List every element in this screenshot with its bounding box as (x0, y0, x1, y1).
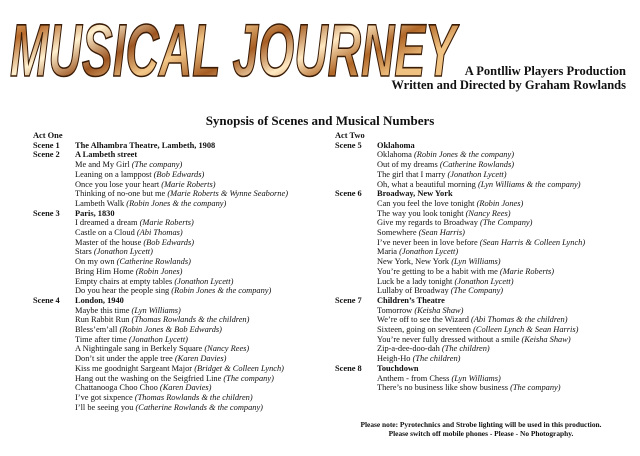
scene-number: Scene 7 (335, 295, 362, 305)
song-item (33, 325, 333, 335)
scene-title: Paris, 1830 (75, 208, 115, 218)
song-performer: (Robin Jones) (135, 266, 183, 276)
scene-number: Scene 5 (335, 140, 362, 150)
song-item (33, 364, 333, 374)
song-performer: (The company) (223, 373, 274, 383)
song-item (335, 257, 625, 267)
production-credits (391, 64, 626, 92)
act-one-column (33, 131, 333, 412)
song-performer: (Robin Jones & the company) (171, 286, 272, 296)
song-item (335, 335, 625, 345)
song-performer: (The children) (412, 354, 461, 364)
song-item (335, 267, 625, 277)
song-item (335, 209, 625, 219)
song-title: Sixteen, going on seventeen (377, 325, 471, 335)
song-item (335, 247, 625, 257)
song-performer: (Lyn Williams) (451, 257, 501, 267)
song-title: Stars (75, 247, 92, 257)
song-item (335, 383, 625, 393)
song-performer: (Keisha Shaw) (414, 305, 464, 315)
song-performer: (Robin Jones & the company) (126, 198, 227, 208)
song-performer: (The Company) (450, 286, 504, 296)
song-item (33, 238, 333, 248)
song-performer: (Marie Roberts) (499, 266, 555, 276)
song-performer: (The company) (131, 160, 183, 170)
song-item (33, 247, 333, 257)
song-performer: (Marie Roberts & Wynne Seaborne) (167, 189, 288, 199)
song-title: Bless’em’all (75, 325, 118, 335)
song-performer: (Abi Thomas) (136, 228, 183, 238)
song-item (33, 228, 333, 238)
song-title: Luck be a lady tonight (377, 276, 453, 286)
song-item (33, 335, 333, 345)
song-performer: (Lyn Williams) (131, 305, 181, 315)
song-performer: (Bob Edwards) (153, 169, 205, 179)
song-item (335, 344, 625, 354)
scene-number: Scene 8 (335, 363, 362, 373)
song-title: Thinking of no-one but me (75, 189, 166, 199)
song-item (33, 403, 333, 413)
title-text: MUSICAL JOURNEY (10, 9, 460, 88)
song-performer: (Marie Roberts) (161, 179, 216, 189)
song-performer: (Catherine Rowlands) (116, 257, 191, 267)
song-performer: (Lyn Williams) (451, 373, 501, 383)
song-performer: (Robin Jones) (476, 198, 524, 208)
song-title: New York, New York (377, 257, 450, 267)
scene-heading (335, 189, 625, 199)
song-performer: (Robin Jones & Bob Edwards) (119, 325, 222, 335)
scene-heading (33, 209, 333, 219)
audience-note (335, 420, 627, 439)
song-item (33, 189, 333, 199)
song-item (33, 383, 333, 393)
song-title: Out of my dreams (377, 160, 438, 170)
song-item (335, 218, 625, 228)
song-performer: (The company) (510, 383, 561, 393)
song-title: Time after time (75, 334, 127, 344)
song-title: Don’t sit under the apple tree (75, 354, 173, 364)
song-item (33, 199, 333, 209)
scene-heading (33, 141, 333, 151)
song-title: You’re never fully dressed without a smile (377, 334, 520, 344)
song-item (335, 160, 625, 170)
song-item (33, 315, 333, 325)
song-title: Anthem - from Chess (377, 373, 450, 383)
song-performer: (Jonathon Lycett) (399, 247, 459, 257)
act-label: Act One (33, 131, 63, 140)
song-item (33, 267, 333, 277)
song-performer: (Bob Edwards) (143, 237, 195, 247)
act-two-column (335, 131, 625, 393)
song-performer: (Abi Thomas & the children) (471, 315, 568, 325)
scene-number: Scene 4 (33, 295, 60, 305)
song-item (33, 160, 333, 170)
scene-title: Touchdown (377, 363, 419, 373)
scene-title: Oklahoma (377, 140, 415, 150)
song-item (33, 306, 333, 316)
song-title: I dreamed a dream (75, 218, 138, 228)
production-line: A Pontlliw Players Production (464, 64, 626, 78)
song-item (33, 374, 333, 384)
song-title: Maria (377, 247, 397, 257)
song-title: Lullaby of Broadway (377, 286, 449, 296)
song-title: Heigh-Ho (377, 354, 411, 364)
scene-heading (33, 150, 333, 160)
song-item (335, 325, 625, 335)
song-item (33, 286, 333, 296)
song-performer: (Sean Harris & Colleen Lynch) (479, 237, 586, 247)
song-title: Tomorrow (377, 305, 413, 315)
song-performer: (Thomas Rowlands & the children) (134, 392, 253, 402)
song-performer: (Keisha Shaw) (521, 334, 571, 344)
song-performer: (Catherine Rowlands & the company) (135, 402, 263, 412)
song-performer: (Karen Davies) (159, 383, 212, 393)
song-item (335, 286, 625, 296)
song-title: Castle on a Cloud (75, 228, 135, 238)
song-title: Master of the house (75, 237, 142, 247)
song-item (335, 199, 625, 209)
song-performer: (The children) (441, 344, 490, 354)
song-title: Give my regards to Broadway (377, 218, 478, 228)
song-title: A Nightingale sang in Berkely Square (75, 344, 203, 354)
song-performer: (Jonathon Lycett) (454, 276, 514, 286)
note-line-pyrotechnics: Please note: Pyrotechnics and Strobe lighting will be used in this production. (360, 420, 602, 429)
song-title: There’s no business like show business (377, 383, 508, 393)
song-item (335, 228, 625, 238)
scene-number: Scene 1 (33, 140, 60, 150)
song-title: The girl that I marry (377, 169, 446, 179)
scene-heading (33, 296, 333, 306)
writer-director-line: Written and Directed by Graham Rowlands (391, 78, 626, 92)
song-item (335, 150, 625, 160)
song-performer: (The Company) (480, 218, 533, 228)
song-title: Oklahoma (377, 150, 412, 160)
song-title: Somewhere (377, 228, 417, 238)
song-performer: (Sean Harris) (418, 228, 465, 238)
song-title: Lambeth Walk (75, 198, 125, 208)
song-title: I’ve never been in love before (377, 237, 478, 247)
song-title: The way you look tonight (377, 208, 464, 218)
song-title: Zip-a-dee-doo-dah (377, 344, 440, 354)
song-title: Hang out the washing on the Seigfried Line (75, 373, 222, 383)
song-title: Maybe this time (75, 305, 130, 315)
song-title: Bring Him Home (75, 266, 134, 276)
song-item (33, 277, 333, 287)
song-performer: (Catherine Rowlands) (439, 160, 515, 170)
song-title: Chattanooga Choo Choo (75, 383, 158, 393)
song-title: Me and My Girl (75, 160, 130, 170)
song-performer: (Thomas Rowlands & the children) (131, 315, 250, 325)
song-performer: (Jonathon Lycett) (447, 169, 507, 179)
song-performer: (Nancy Rees) (465, 208, 511, 218)
song-performer: (Bridget & Colleen Lynch) (194, 363, 284, 373)
song-title: Do you hear the people sing (75, 286, 170, 296)
song-title: Once you lose your heart (75, 179, 160, 189)
song-performer: (Colleen Lynch & Sean Harris) (473, 325, 579, 335)
scene-title: London, 1940 (75, 295, 124, 305)
song-title: Oh, what a beautiful morning (377, 179, 476, 189)
song-title: Can you feel the love tonight (377, 198, 475, 208)
song-title: Leaning on a lamppost (75, 169, 152, 179)
song-item (335, 306, 625, 316)
scene-number: Scene 2 (33, 150, 60, 160)
scene-heading (335, 141, 625, 151)
song-title: I’ll be seeing you (75, 402, 134, 412)
song-item (33, 257, 333, 267)
song-performer: (Lyn Williams & the company) (477, 179, 581, 189)
song-title: On my own (75, 257, 115, 267)
song-performer: (Nancy Rees) (204, 344, 250, 354)
act-label: Act Two (335, 131, 365, 140)
song-performer: (Jonathon Lycett) (174, 276, 234, 286)
song-item (335, 180, 625, 190)
song-title: Kiss me goodnight Sargeant Major (75, 363, 193, 373)
song-item (33, 170, 333, 180)
song-title: You’re getting to be a habit with me (377, 266, 498, 276)
song-item (335, 354, 625, 364)
song-performer: (Marie Roberts) (139, 218, 194, 228)
song-item (33, 218, 333, 228)
song-title: We’re off to see the Wizard (377, 315, 469, 325)
scene-title: Broadway, New York (377, 189, 453, 199)
scene-number: Scene 3 (33, 208, 60, 218)
song-item (33, 354, 333, 364)
song-title: I’ve got sixpence (75, 392, 133, 402)
song-item (33, 180, 333, 190)
song-performer: (Karen Davies) (174, 354, 227, 364)
scene-heading (335, 364, 625, 374)
song-performer: (Robin Jones & the company) (413, 150, 514, 160)
song-performer: (Jonathon Lycett) (93, 247, 153, 257)
scene-heading (335, 296, 625, 306)
song-item (335, 315, 625, 325)
scene-title: Children’s Theatre (377, 295, 445, 305)
note-line-phones: Please switch off mobile phones - Please - No Photography. (388, 429, 574, 439)
song-item (335, 238, 625, 248)
song-item (335, 170, 625, 180)
song-item (33, 393, 333, 403)
song-performer: (Jonathon Lycett) (128, 334, 188, 344)
scene-title: The Alhambra Theatre, Lambeth, 1908 (75, 140, 216, 150)
scene-number: Scene 6 (335, 189, 362, 199)
song-item (335, 374, 625, 384)
song-item (33, 344, 333, 354)
song-title: Run Rabbit Run (75, 315, 130, 325)
scene-title: A Lambeth street (75, 150, 138, 160)
synopsis-title: Synopsis of Scenes and Musical Numbers (205, 113, 435, 128)
song-item (335, 277, 625, 287)
song-title: Empty chairs at empty tables (75, 276, 173, 286)
